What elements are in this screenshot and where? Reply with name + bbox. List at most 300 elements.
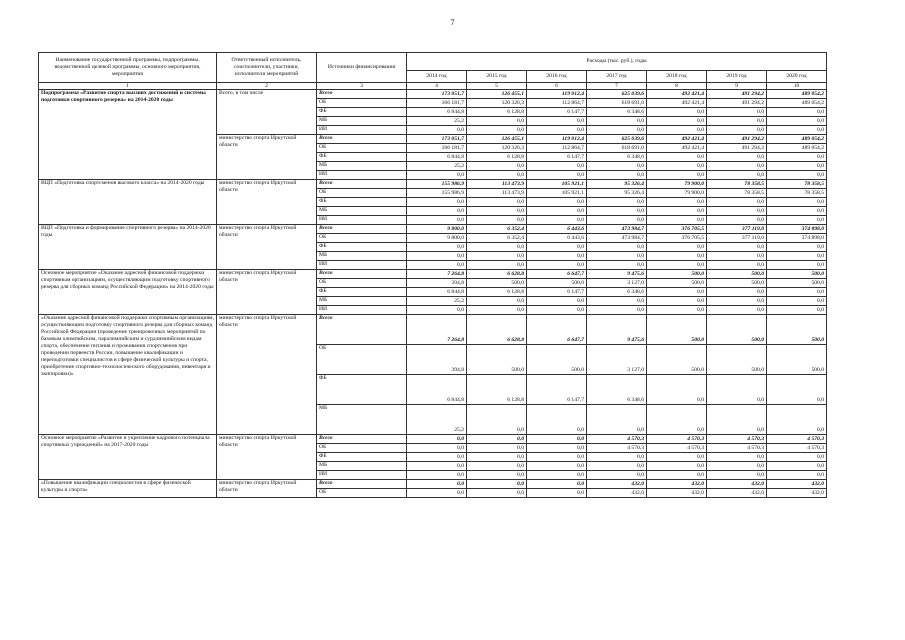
funding-source-cell: МБ	[317, 297, 407, 306]
value-cell: 0,0	[527, 171, 587, 180]
funding-source-cell: МБ	[317, 252, 407, 261]
funding-source-cell: ФБ	[317, 243, 407, 252]
value-cell: 95 326,4	[587, 189, 647, 198]
value-cell: 0,0	[707, 117, 767, 126]
value-cell: 618 691,0	[587, 99, 647, 108]
value-cell: 0,0	[467, 243, 527, 252]
value-cell: 0,0	[467, 306, 527, 315]
value-cell: 0,0	[467, 480, 527, 489]
value-cell: 500,0	[707, 279, 767, 288]
value-cell: 6 628,8	[467, 315, 527, 345]
value-cell: 0,0	[587, 306, 647, 315]
table-row	[39, 90, 827, 99]
value-cell: 0,0	[407, 216, 467, 225]
value-cell: 6 844,8	[407, 375, 467, 405]
value-cell: 491 294,2	[707, 90, 767, 99]
value-cell: 4 570,3	[587, 444, 647, 453]
value-cell: 6 628,8	[467, 270, 527, 279]
value-cell: 0,0	[467, 462, 527, 471]
value-cell: 0,0	[527, 471, 587, 480]
value-cell: 0,0	[647, 162, 707, 171]
funding-source-cell: МБ	[317, 207, 407, 216]
value-cell: 492 421,4	[647, 90, 707, 99]
value-cell: 500,0	[707, 345, 767, 375]
value-cell: 0,0	[587, 471, 647, 480]
value-cell: 0,0	[647, 198, 707, 207]
page-number: 7	[450, 18, 455, 27]
value-cell: 0,0	[587, 117, 647, 126]
value-cell: 432,0	[647, 489, 707, 498]
value-cell: 0,0	[647, 171, 707, 180]
value-cell: 0,0	[407, 444, 467, 453]
value-cell: 0,0	[527, 306, 587, 315]
value-cell: 0,0	[527, 453, 587, 462]
value-cell: 0,0	[767, 153, 827, 162]
value-cell: 0,0	[467, 252, 527, 261]
value-cell: 166 181,7	[407, 99, 467, 108]
value-cell: 4 570,3	[707, 444, 767, 453]
value-cell: 0,0	[707, 405, 767, 435]
value-cell: 0,0	[527, 162, 587, 171]
value-cell: 4 570,3	[767, 444, 827, 453]
funding-source-cell: ФБ	[317, 453, 407, 462]
value-cell: 489 054,2	[767, 135, 827, 144]
value-cell: 0,0	[467, 216, 527, 225]
value-cell: 79 900,0	[647, 180, 707, 189]
table-row	[39, 270, 827, 279]
value-cell: 25,2	[407, 297, 467, 306]
value-cell: 500,0	[647, 345, 707, 375]
column-index: 6	[527, 83, 587, 90]
value-cell: 0,0	[587, 171, 647, 180]
value-cell: 0,0	[767, 462, 827, 471]
header-expenses: Расходы (тыс. руб.), годы	[407, 53, 827, 71]
value-cell: 7 264,8	[407, 270, 467, 279]
value-cell: 500,0	[647, 279, 707, 288]
table-header	[39, 53, 827, 90]
value-cell: 0,0	[647, 252, 707, 261]
value-cell: 0,0	[467, 117, 527, 126]
value-cell: 500,0	[647, 270, 707, 279]
value-cell: 0,0	[707, 453, 767, 462]
value-cell: 78 358,5	[767, 180, 827, 189]
value-cell: 6 128,8	[467, 288, 527, 297]
funding-source-cell: ОБ	[317, 144, 407, 153]
value-cell: 0,0	[467, 471, 527, 480]
value-cell: 78 358,5	[707, 189, 767, 198]
value-cell: 0,0	[707, 243, 767, 252]
funding-source-cell: ОБ	[317, 345, 407, 375]
table-body	[39, 90, 827, 498]
value-cell: 625 039,6	[587, 135, 647, 144]
program-name-cell: «Оказание адресной финансовой поддержки спортивным организациям, осуществляющим подготовку спортивного резерва для сборных команд Российской Федерации (проведение тренировочных мероприятий по базовым олимпийским, паралимпийским и сурдлимпийским видам спорта, обеспечение питания и проживания спортсменов при проведении первенств России, повышение квалификации и переподготовки специалистов в сфере физической культуры и спорта, приобретение спортивно-технологического оборудования, инвентаря и экипировки)»	[39, 315, 217, 435]
value-cell: 25,2	[407, 117, 467, 126]
value-cell: 500,0	[767, 345, 827, 375]
value-cell: 376 705,5	[647, 225, 707, 234]
value-cell: 6 348,6	[587, 288, 647, 297]
value-cell: 0,0	[527, 435, 587, 444]
funding-source-cell: ОБ	[317, 279, 407, 288]
value-cell: 0,0	[767, 405, 827, 435]
value-cell: 0,0	[647, 471, 707, 480]
expenses-table	[38, 52, 827, 498]
value-cell: 6 128,8	[467, 153, 527, 162]
value-cell: 0,0	[527, 216, 587, 225]
value-cell: 489 054,2	[767, 90, 827, 99]
funding-source-cell: ИИ	[317, 171, 407, 180]
responsible-cell: министерство спорта Иркутской области	[217, 435, 317, 480]
column-index: 4	[407, 83, 467, 90]
value-cell: 6 147,7	[527, 153, 587, 162]
funding-source-cell: ФБ	[317, 153, 407, 162]
responsible-cell: министерство спорта Иркутской области	[217, 480, 317, 498]
value-cell: 0,0	[587, 243, 647, 252]
value-cell: 0,0	[407, 252, 467, 261]
value-cell: 0,0	[647, 153, 707, 162]
responsible-cell: министерство спорта Иркутской области	[217, 225, 317, 270]
value-cell: 0,0	[467, 261, 527, 270]
value-cell: 500,0	[767, 270, 827, 279]
header-year: 2016 год	[527, 71, 587, 83]
value-cell: 374 898,0	[767, 234, 827, 243]
value-cell: 6 844,8	[407, 108, 467, 117]
value-cell: 6 647,7	[527, 270, 587, 279]
funding-source-cell: Всего	[317, 270, 407, 279]
value-cell: 491 294,2	[707, 135, 767, 144]
value-cell: 0,0	[707, 261, 767, 270]
value-cell: 6 647,7	[527, 315, 587, 345]
value-cell: 7 264,8	[407, 315, 467, 345]
value-cell: 0,0	[767, 117, 827, 126]
value-cell: 0,0	[587, 198, 647, 207]
value-cell: 376 705,5	[647, 234, 707, 243]
value-cell: 0,0	[707, 252, 767, 261]
value-cell: 0,0	[767, 171, 827, 180]
value-cell: 0,0	[467, 171, 527, 180]
value-cell: 3 127,0	[587, 345, 647, 375]
value-cell: 0,0	[767, 261, 827, 270]
value-cell: 0,0	[587, 252, 647, 261]
value-cell: 432,0	[647, 480, 707, 489]
value-cell: 432,0	[707, 480, 767, 489]
value-cell: 473 984,7	[587, 225, 647, 234]
value-cell: 0,0	[527, 405, 587, 435]
value-cell: 0,0	[467, 444, 527, 453]
value-cell: 6 352,4	[467, 234, 527, 243]
value-cell: 0,0	[647, 288, 707, 297]
value-cell: 0,0	[407, 306, 467, 315]
table-row	[39, 480, 827, 489]
table-row	[39, 435, 827, 444]
value-cell: 0,0	[527, 261, 587, 270]
value-cell: 500,0	[767, 279, 827, 288]
value-cell: 0,0	[407, 480, 467, 489]
value-cell: 6 147,7	[527, 288, 587, 297]
value-cell: 6 128,8	[467, 108, 527, 117]
value-cell: 0,0	[467, 453, 527, 462]
funding-source-cell: ОБ	[317, 444, 407, 453]
value-cell: 119 012,4	[527, 90, 587, 99]
value-cell: 618 691,0	[587, 144, 647, 153]
value-cell: 0,0	[467, 198, 527, 207]
value-cell: 0,0	[407, 453, 467, 462]
value-cell: 173 051,7	[407, 90, 467, 99]
value-cell: 6 443,6	[527, 225, 587, 234]
value-cell: 377 119,0	[707, 234, 767, 243]
funding-source-cell: Всего	[317, 135, 407, 144]
value-cell: 0,0	[407, 489, 467, 498]
value-cell: 0,0	[647, 243, 707, 252]
value-cell: 6 844,8	[407, 288, 467, 297]
column-index: 7	[587, 83, 647, 90]
value-cell: 0,0	[527, 117, 587, 126]
funding-source-cell: Всего	[317, 90, 407, 99]
value-cell: 120 326,3	[467, 144, 527, 153]
value-cell: 126 455,1	[467, 135, 527, 144]
funding-source-cell: МБ	[317, 117, 407, 126]
value-cell: 120 326,3	[467, 99, 527, 108]
value-cell: 0,0	[767, 243, 827, 252]
value-cell: 0,0	[707, 471, 767, 480]
value-cell: 0,0	[647, 375, 707, 405]
value-cell: 9 800,0	[407, 225, 467, 234]
value-cell: 0,0	[527, 243, 587, 252]
program-name-cell: ВЦП «Подготовка спортсменов высокого класса» на 2014-2020 годы	[39, 180, 217, 225]
funding-source-cell: МБ	[317, 405, 407, 435]
value-cell: 126 455,1	[467, 90, 527, 99]
value-cell: 0,0	[647, 306, 707, 315]
funding-source-cell: МБ	[317, 462, 407, 471]
value-cell: 492 421,4	[647, 135, 707, 144]
funding-source-cell: ФБ	[317, 198, 407, 207]
header-program-name: Наименование государственной программы, подпрограммы, ведомственной целевой программы, основного мероприятия, мероприятия	[39, 53, 217, 83]
value-cell: 0,0	[587, 405, 647, 435]
value-cell: 0,0	[527, 297, 587, 306]
value-cell: 374 898,0	[767, 225, 827, 234]
value-cell: 105 921,1	[527, 180, 587, 189]
value-cell: 500,0	[767, 315, 827, 345]
value-cell: 3 127,0	[587, 279, 647, 288]
value-cell: 432,0	[587, 480, 647, 489]
header-year: 2014 год	[407, 71, 467, 83]
column-index: 2	[217, 83, 317, 90]
value-cell: 0,0	[647, 207, 707, 216]
value-cell: 113 473,9	[467, 180, 527, 189]
value-cell: 79 900,0	[647, 189, 707, 198]
value-cell: 0,0	[767, 252, 827, 261]
value-cell: 0,0	[587, 126, 647, 135]
value-cell: 0,0	[707, 171, 767, 180]
value-cell: 4 570,3	[587, 435, 647, 444]
value-cell: 112 864,7	[527, 144, 587, 153]
value-cell: 0,0	[407, 462, 467, 471]
value-cell: 432,0	[767, 480, 827, 489]
value-cell: 6 348,6	[587, 108, 647, 117]
funding-source-cell: ОБ	[317, 234, 407, 243]
value-cell: 0,0	[527, 126, 587, 135]
value-cell: 0,0	[407, 207, 467, 216]
value-cell: 0,0	[647, 261, 707, 270]
value-cell: 0,0	[767, 375, 827, 405]
value-cell: 0,0	[527, 252, 587, 261]
value-cell: 6 147,7	[527, 375, 587, 405]
value-cell: 0,0	[707, 216, 767, 225]
value-cell: 492 421,4	[647, 144, 707, 153]
value-cell: 0,0	[707, 375, 767, 405]
value-cell: 0,0	[587, 162, 647, 171]
value-cell: 0,0	[767, 471, 827, 480]
table-row	[39, 315, 827, 345]
value-cell: 500,0	[707, 315, 767, 345]
value-cell: 6 348,6	[587, 375, 647, 405]
value-cell: 0,0	[407, 126, 467, 135]
value-cell: 155 986,9	[407, 180, 467, 189]
value-cell: 166 181,7	[407, 144, 467, 153]
column-index: 1	[39, 83, 217, 90]
funding-source-cell: ФБ	[317, 375, 407, 405]
value-cell: 432,0	[707, 489, 767, 498]
funding-source-cell: Всего	[317, 180, 407, 189]
value-cell: 0,0	[707, 153, 767, 162]
value-cell: 473 984,7	[587, 234, 647, 243]
funding-source-cell: ИИ	[317, 261, 407, 270]
value-cell: 0,0	[587, 261, 647, 270]
value-cell: 625 039,6	[587, 90, 647, 99]
value-cell: 6 348,6	[587, 153, 647, 162]
value-cell: 0,0	[707, 198, 767, 207]
value-cell: 0,0	[527, 489, 587, 498]
value-cell: 0,0	[587, 462, 647, 471]
header-year: 2019 год	[707, 71, 767, 83]
value-cell: 112 864,7	[527, 99, 587, 108]
value-cell: 0,0	[707, 306, 767, 315]
value-cell: 155 986,9	[407, 189, 467, 198]
value-cell: 4 570,3	[647, 444, 707, 453]
value-cell: 25,2	[407, 405, 467, 435]
value-cell: 0,0	[767, 198, 827, 207]
value-cell: 6 443,6	[527, 234, 587, 243]
funding-source-cell: ОБ	[317, 489, 407, 498]
value-cell: 0,0	[587, 216, 647, 225]
funding-source-cell: Всего	[317, 315, 407, 345]
value-cell: 0,0	[467, 297, 527, 306]
value-cell: 119 012,4	[527, 135, 587, 144]
value-cell: 394,8	[407, 279, 467, 288]
column-index: 3	[317, 83, 407, 90]
funding-source-cell: Всего	[317, 480, 407, 489]
table-row	[39, 225, 827, 234]
funding-source-cell: ИИ	[317, 306, 407, 315]
funding-source-cell: ИИ	[317, 216, 407, 225]
funding-source-cell: Всего	[317, 435, 407, 444]
value-cell: 0,0	[767, 126, 827, 135]
funding-source-cell: ОБ	[317, 189, 407, 198]
value-cell: 4 570,3	[647, 435, 707, 444]
value-cell: 432,0	[587, 489, 647, 498]
value-cell: 489 054,2	[767, 144, 827, 153]
value-cell: 25,2	[407, 162, 467, 171]
value-cell: 0,0	[647, 405, 707, 435]
value-cell: 6 844,8	[407, 153, 467, 162]
value-cell: 9 800,0	[407, 234, 467, 243]
value-cell: 0,0	[767, 162, 827, 171]
value-cell: 0,0	[467, 405, 527, 435]
value-cell: 9 475,6	[587, 315, 647, 345]
value-cell: 173 051,7	[407, 135, 467, 144]
value-cell: 9 475,6	[587, 270, 647, 279]
program-name-cell: «Повышение квалификации специалистов в сфере физической культуры и спорта»	[39, 480, 217, 498]
value-cell: 0,0	[647, 108, 707, 117]
value-cell: 0,0	[407, 435, 467, 444]
value-cell: 0,0	[527, 207, 587, 216]
value-cell: 500,0	[527, 279, 587, 288]
value-cell: 500,0	[707, 270, 767, 279]
value-cell: 0,0	[467, 126, 527, 135]
program-name-cell: ВЦП «Подготовка и формирование спортивного резерва» на 2014-2020 годы	[39, 225, 217, 270]
column-index: 10	[767, 83, 827, 90]
responsible-cell: министерство спорта Иркутской области	[217, 135, 317, 180]
value-cell: 491 294,2	[707, 99, 767, 108]
value-cell: 0,0	[467, 162, 527, 171]
value-cell: 432,0	[767, 489, 827, 498]
value-cell: 0,0	[767, 207, 827, 216]
funding-source-cell: ФБ	[317, 288, 407, 297]
program-name-cell: Подпрограмма «Развитие спорта высших достижений и системы подготовки спортивного резерва» на 2014-2020 годы	[39, 90, 217, 180]
value-cell: 0,0	[407, 261, 467, 270]
header-responsible: Ответственный исполнитель, соисполнители, участники, исполнители мероприятий	[217, 53, 317, 83]
value-cell: 0,0	[587, 207, 647, 216]
value-cell: 394,8	[407, 345, 467, 375]
header-year: 2020 год	[767, 71, 827, 83]
value-cell: 489 054,2	[767, 99, 827, 108]
value-cell: 105 921,1	[527, 189, 587, 198]
program-name-cell: Основное мероприятие «Оказание адресной финансовой поддержки спортивным организациям, осуществляющим подготовку спортивного резерва для сборных команд Российской Федерации» на 2014-2020 годы	[39, 270, 217, 315]
value-cell: 0,0	[707, 288, 767, 297]
value-cell: 0,0	[467, 489, 527, 498]
value-cell: 0,0	[767, 108, 827, 117]
value-cell: 0,0	[767, 306, 827, 315]
column-index-row	[39, 83, 827, 90]
value-cell: 0,0	[767, 288, 827, 297]
value-cell: 78 358,5	[707, 180, 767, 189]
value-cell: 0,0	[407, 198, 467, 207]
program-name-cell: Основное мероприятие «Развитие и укрепление кадрового потенциала спортивных учреждений» на 2017-2020 годы	[39, 435, 217, 480]
funding-source-cell: ОБ	[317, 99, 407, 108]
value-cell: 0,0	[767, 453, 827, 462]
table-row	[39, 180, 827, 189]
value-cell: 0,0	[707, 126, 767, 135]
value-cell: 500,0	[647, 315, 707, 345]
value-cell: 0,0	[767, 216, 827, 225]
value-cell: 6 128,8	[467, 375, 527, 405]
header-year: 2018 год	[647, 71, 707, 83]
header-year: 2015 год	[467, 71, 527, 83]
value-cell: 0,0	[647, 297, 707, 306]
value-cell: 0,0	[527, 462, 587, 471]
value-cell: 377 119,0	[707, 225, 767, 234]
value-cell: 0,0	[407, 171, 467, 180]
funding-source-cell: ИИ	[317, 126, 407, 135]
column-index: 8	[647, 83, 707, 90]
value-cell: 113 473,9	[467, 189, 527, 198]
value-cell: 0,0	[407, 243, 467, 252]
value-cell: 4 570,3	[707, 435, 767, 444]
value-cell: 0,0	[647, 126, 707, 135]
value-cell: 78 358,5	[767, 189, 827, 198]
responsible-cell: министерство спорта Иркутской области	[217, 270, 317, 315]
value-cell: 0,0	[467, 207, 527, 216]
value-cell: 0,0	[647, 216, 707, 225]
